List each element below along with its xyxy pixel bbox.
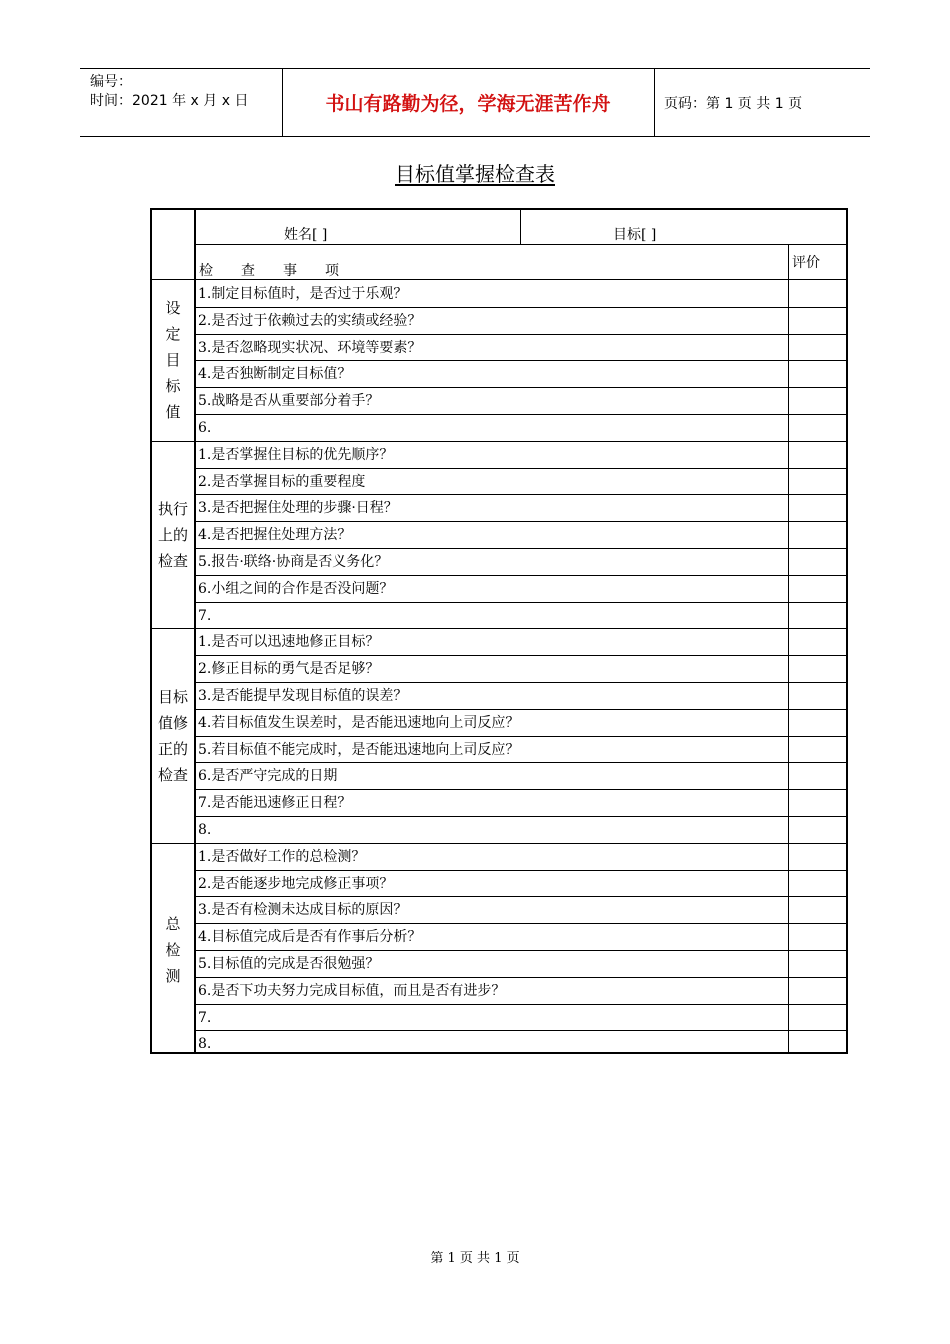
check-item: 3.是否有检测未达成目标的原因？ (198, 902, 408, 919)
rating-cell[interactable] (789, 896, 848, 923)
rating-cell[interactable] (789, 816, 848, 843)
check-item: 8. (198, 822, 212, 838)
check-item: 2.是否能逐步地完成修正事项？ (198, 875, 394, 892)
rating-cell[interactable] (789, 280, 848, 307)
rating-cell[interactable] (789, 360, 848, 387)
check-item: 1.是否可以迅速地修正目标？ (198, 634, 380, 651)
row-border (196, 414, 848, 415)
header-divider (654, 69, 655, 136)
check-item: 4.若目标值发生误差时，是否能迅速地向上司反应？ (198, 714, 520, 731)
rating-cell[interactable] (789, 950, 848, 977)
rating-cell[interactable] (789, 843, 848, 870)
rating-cell[interactable] (789, 1004, 848, 1031)
serial-number-label: 编号： (90, 74, 132, 90)
rating-cell[interactable] (789, 709, 848, 736)
label-column-border (194, 210, 196, 1052)
check-item: 5.目标值的完成是否很勉强？ (198, 956, 380, 972)
check-items-header: 检 查 事 项 (199, 263, 339, 279)
target-field[interactable]: 目标[ ] (613, 227, 657, 243)
check-item: 3.是否把握住处理的步骤·日程？ (198, 500, 398, 517)
check-item: 5.战略是否从重要部分着手？ (198, 393, 380, 410)
check-item: 4.是否独断制定目标值？ (198, 366, 352, 383)
check-item: 1.制定目标值时，是否过于乐观？ (198, 286, 408, 302)
rating-cell[interactable] (789, 548, 848, 575)
check-item: 7. (198, 1009, 212, 1026)
check-item: 4.是否把握住处理方法？ (198, 527, 352, 544)
row-border (196, 1004, 848, 1005)
rating-cell[interactable] (789, 789, 848, 816)
page-footer: 第 1 页 共 1 页 (430, 1251, 520, 1266)
rating-cell[interactable] (789, 521, 848, 548)
section-label: 总 检 测 (165, 915, 181, 985)
header-meta (90, 73, 248, 111)
rating-cell[interactable] (789, 628, 848, 655)
rating-cell[interactable] (789, 307, 848, 334)
check-item: 1.是否掌握住目标的优先顺序？ (198, 446, 394, 463)
document-header (80, 68, 870, 137)
rating-cell[interactable] (789, 334, 848, 361)
name-field[interactable]: 姓名[ ] (284, 227, 328, 243)
row-border (196, 1030, 848, 1031)
row-border (196, 816, 848, 817)
check-item: 3.是否忽略现实状况、环境等要素？ (198, 339, 422, 356)
rating-cell[interactable] (789, 602, 848, 629)
rating-cell[interactable] (789, 870, 848, 897)
name-target-divider (520, 210, 521, 244)
rating-cell[interactable] (789, 1030, 848, 1057)
checklist-table (150, 208, 848, 1054)
check-item: 1.是否做好工作的总检测？ (198, 848, 366, 865)
check-item: 4.目标值完成后是否有作事后分析？ (198, 929, 422, 946)
rating-header: 评价 (792, 255, 820, 271)
rating-cell[interactable] (789, 414, 848, 441)
section-label: 目标 值修 正的 检查 (157, 687, 188, 784)
section-label: 设 定 目 标 值 (165, 299, 181, 422)
check-item: 8. (198, 1036, 212, 1053)
check-item: 6.是否严守完成的日期 (198, 768, 338, 785)
check-item: 6.小组之间的合作是否没问题？ (198, 580, 394, 597)
check-item: 6.是否下功夫努力完成目标值，而且是否有进步？ (198, 982, 506, 999)
rating-cell[interactable] (789, 468, 848, 495)
check-item: 2.修正目标的勇气是否足够？ (198, 661, 380, 678)
rating-cell[interactable] (789, 441, 848, 468)
check-item: 7.是否能迅速修正日程？ (198, 795, 352, 812)
rating-cell[interactable] (789, 575, 848, 602)
check-item: 5.报告·联络·协商是否义务化？ (198, 554, 389, 570)
check-item: 3.是否能提早发现目标值的误差？ (198, 688, 408, 704)
rating-cell[interactable] (789, 494, 848, 521)
date-label: 时间：2021 年 x 月 x 日 (90, 93, 249, 109)
row-border (196, 602, 848, 603)
rating-cell[interactable] (789, 387, 848, 414)
section-label: 执行 上的 检查 (157, 499, 188, 570)
rating-cell[interactable] (789, 682, 848, 709)
check-item: 2.是否过于依赖过去的实绩或经验？ (198, 312, 422, 329)
check-item: 2.是否掌握目标的重要程度 (198, 473, 366, 490)
rating-cell[interactable] (789, 977, 848, 1004)
rating-cell[interactable] (789, 923, 848, 950)
rating-cell[interactable] (789, 762, 848, 789)
header-page-info: 页码：第 1 页 共 1 页 (664, 95, 803, 112)
check-item: 5.若目标值不能完成时，是否能迅速地向上司反应？ (198, 741, 520, 758)
rating-cell[interactable] (789, 655, 848, 682)
check-item: 7. (198, 607, 212, 624)
page-title: 目标值掌握检查表 (395, 162, 555, 186)
header-motto: 书山有路勤为径，学海无涯苦作舟 (325, 93, 611, 115)
rating-cell[interactable] (789, 736, 848, 763)
check-item: 6. (198, 420, 212, 436)
